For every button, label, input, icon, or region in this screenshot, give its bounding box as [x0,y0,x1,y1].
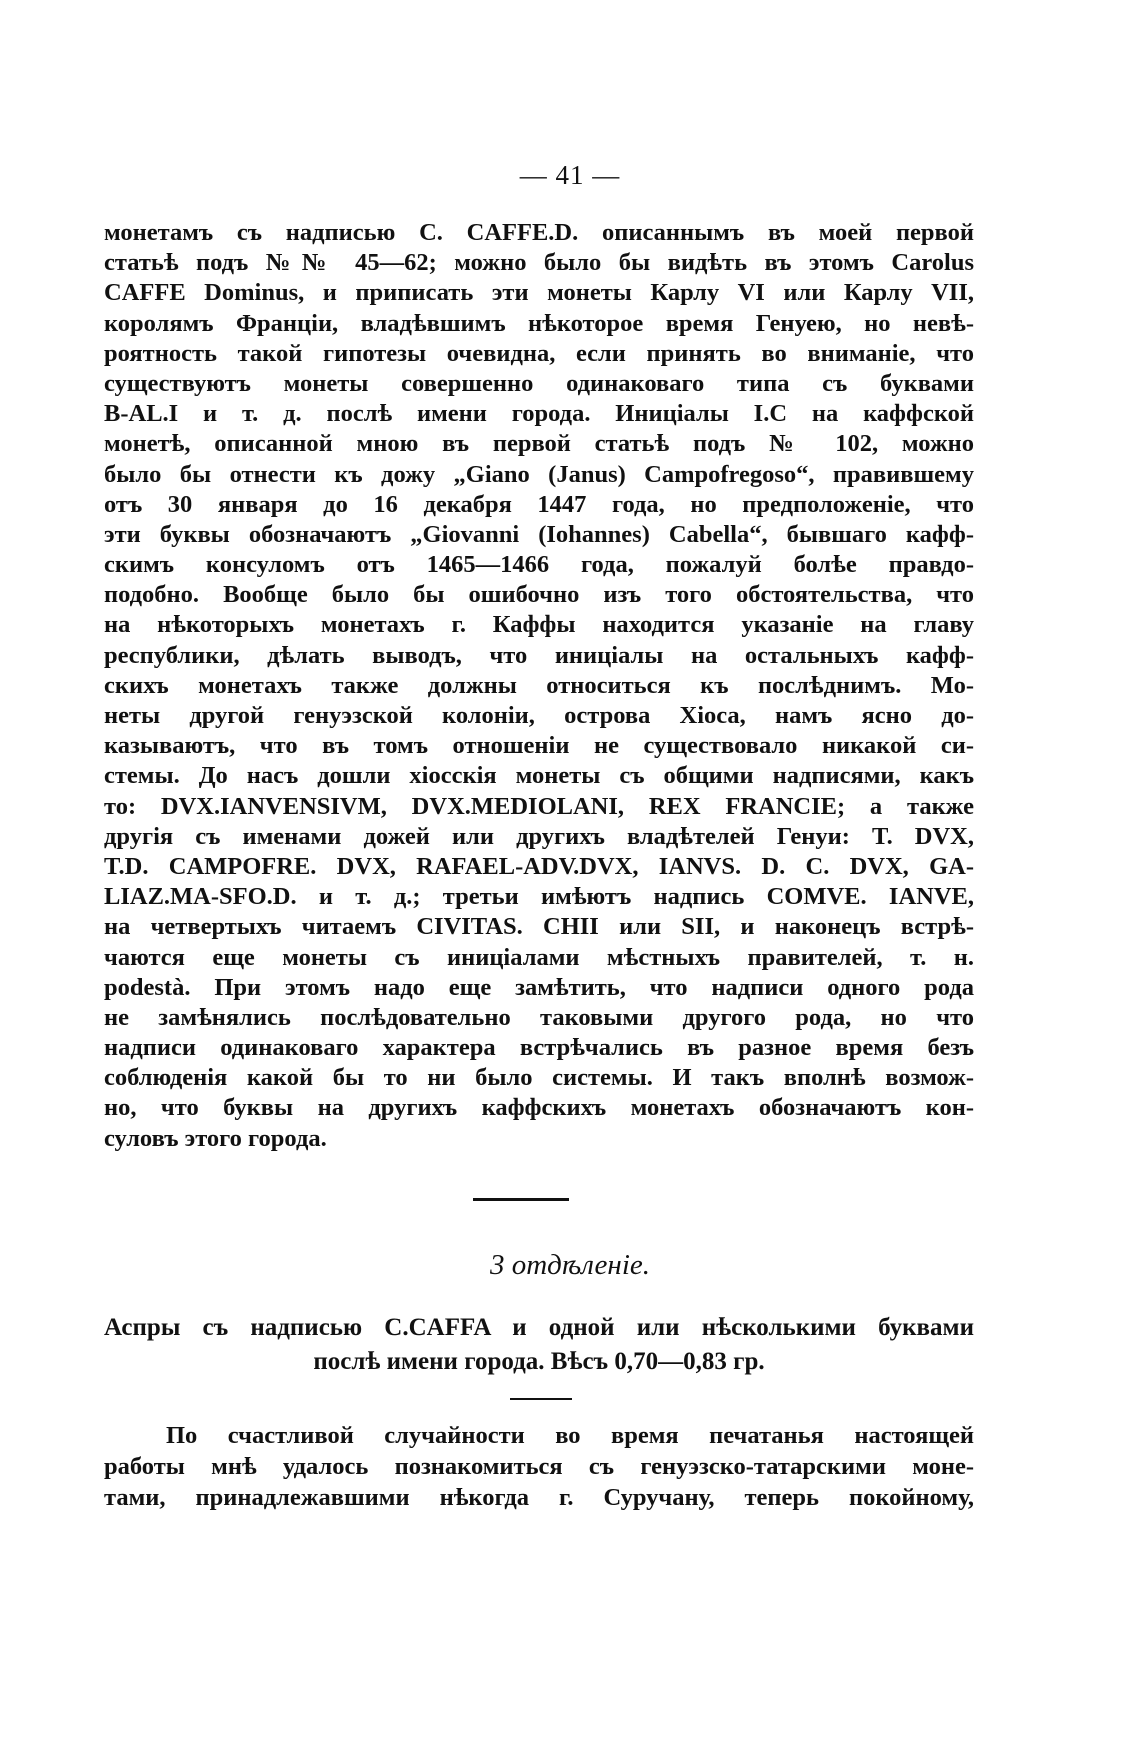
text-line: на четвертыхъ читаемъ CIVITAS. CHII или SII, и наконецъ встрѣ- [104,913,974,941]
text-line: существуютъ монеты совершенно одинаковаго типа съ буквами [104,369,974,397]
text-line: подобно. Вообще было бы ошибочно изъ того обстоятельства, что [104,581,974,609]
text-line: B-AL.I и т. д. послѣ имени города. Иниціалы I.C на каффской [104,400,974,428]
section-desc-line: Аспры съ надписью C.CAFFA и одной или нѣсколькими буквами [104,1314,974,1341]
text-line: стемы. До насъ дошли хіосскія монеты съ общими надписями, какъ [104,762,974,790]
text-line: казываютъ, что въ томъ отношеніи не существовало никакой си- [104,732,974,760]
text-line: T.D. CAMPOFRE. DVX, RAFAEL-ADV.DVX, IANVS. D. C. DVX, GA- [104,852,974,880]
text-line: было бы отнести къ дожу „Giano (Janus) Campofregoso“, правившему [104,460,974,488]
text-line: LIAZ.MA-SFO.D. и т. д.; третьи имѣютъ надпись COMVE. IANVE, [104,883,974,911]
text-line: статьѣ подъ №№ 45—62; можно было бы видѣть въ этомъ Carolus [104,249,974,277]
text-line: но, что буквы на другихъ каффскихъ монетахъ обозначаютъ кон- [104,1094,974,1122]
text-line: неты другой генуэзской колоніи, острова Хіоса, намъ ясно до- [104,702,974,729]
text-line: то: DVX.IANVENSIVM, DVX.MEDIOLANI, REX FRANCIE; а также [104,792,974,820]
text-line: CAFFE Dominus, и приписать эти монеты Карлу VI или Карлу VII, [104,279,974,307]
text-line: чаются еще монеты съ иниціалами мѣстныхъ правителей, т. н. [104,943,974,971]
text-line: работы мнѣ удалось познакомиться съ генуэзско-татарскими моне- [104,1453,974,1480]
section-title: 3 отдѣленіе. [489,1249,650,1281]
text-line: другія съ именами дожей или другихъ владѣтелей Генуи: T. DVX, [104,822,974,850]
page-number: — 41 — [519,160,621,190]
following-paragraph [104,1420,974,1513]
text-line: эти буквы обозначаютъ „Giovanni (Iohannes) Cabella“, бывшаго кафф- [104,520,974,548]
text-line: на нѣкоторыхъ монетахъ г. Каффы находится указаніе на главу [104,611,974,639]
text-line: роятность такой гипотезы очевидна, если принять во вниманіе, что [104,339,974,367]
text-line: монетамъ съ надписью C. CAFFE.D. описаннымъ въ моей первой [104,219,974,246]
section-divider [473,1198,569,1201]
text-line: надписи одинаковаго характера встрѣчались въ разное время безъ [104,1034,974,1062]
short-divider [510,1398,572,1400]
section-desc-line: послѣ имени города. Вѣсъ 0,70—0,83 гр. [313,1348,765,1375]
text-line: суловъ этого города. [104,1124,327,1152]
text-line: республики, дѣлать выводъ, что иниціалы на остальныхъ кафф- [104,641,974,669]
section-description [104,1311,974,1379]
text-line: podestà. При этомъ надо еще замѣтить, что надписи одного рода [104,973,974,1001]
text-line: отъ 30 января до 16 декабря 1447 года, но предположеніе, что [104,490,974,518]
text-line: По счастливой случайности во время печатанья настоящей [166,1422,974,1449]
main-paragraph [104,218,974,1154]
text-line: тами, принадлежавшими нѣкогда г. Суручану, теперь покойному, [104,1484,974,1511]
text-line: скимъ консуломъ отъ 1465—1466 года, пожалуй болѣе правдо- [104,551,974,579]
text-line: монетѣ, описанной мною въ первой статьѣ подъ № 102, можно [104,430,974,458]
text-line: не замѣнялись послѣдовательно таковыми другого рода, но что [104,1003,974,1031]
text-line: соблюденія какой бы то ни было системы. И такъ вполнѣ возмож- [104,1064,974,1092]
text-line: королямъ Франціи, владѣвшимъ нѣкоторое время Генуею, но невѣ- [104,309,974,337]
text-line: скихъ монетахъ также должны относиться къ послѣднимъ. Мо- [104,671,974,699]
